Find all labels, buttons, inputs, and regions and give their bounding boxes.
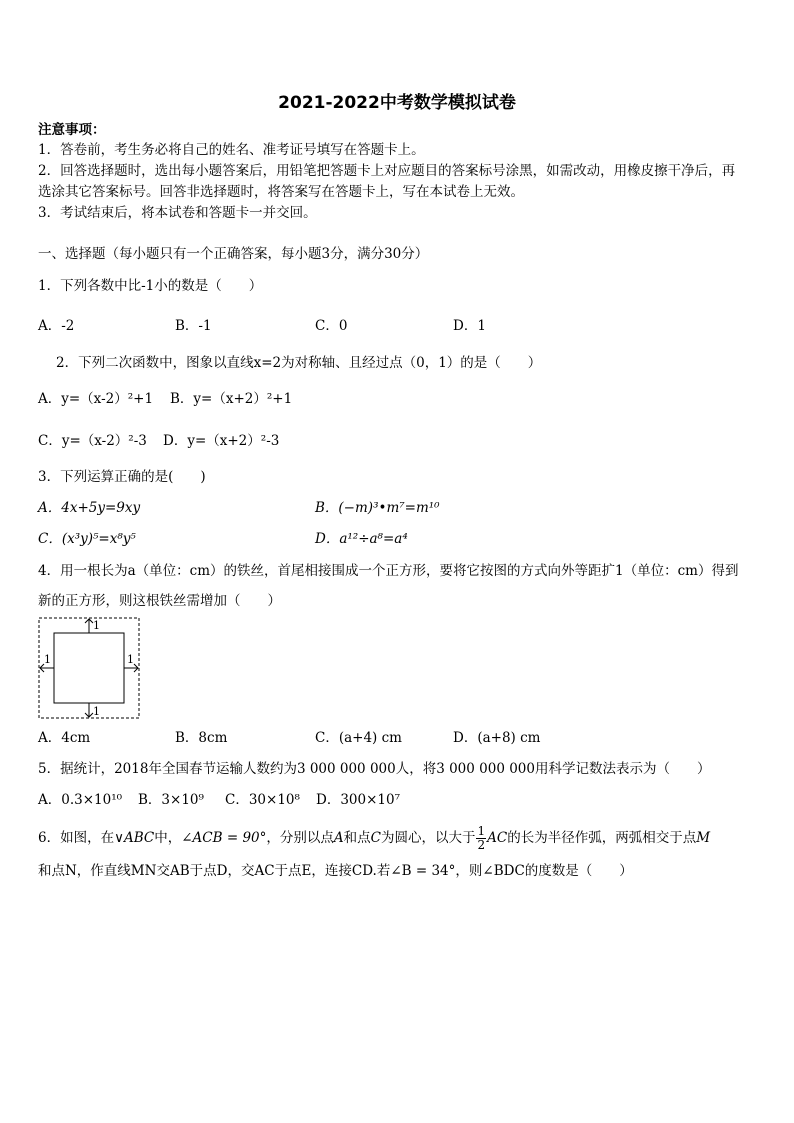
notice-item: 3．考试结束后，将本试卷和答题卡一并交回。 xyxy=(38,205,317,221)
question-4-stem-cont: 新的正方形，则这根铁丝需增加（ ） xyxy=(38,593,281,609)
question-2-option-b: B．y=（x+2）²+1 xyxy=(170,391,293,407)
question-4-option-b: B．8cm xyxy=(175,730,228,746)
question-4-stem: 4．用一根长为a（单位：cm）的铁丝，首尾相接围成一个正方形，要将它按图的方式向外等距扩1（单位：cm）得到 xyxy=(38,563,739,579)
notice-heading: 注意事项： xyxy=(38,122,106,138)
question-5-stem: 5．据统计，2018年全国春节运输人数约为3 000 000 000人，将3 000 000 000用科学记数法表示为（ ） xyxy=(38,761,711,777)
question-5-option-d: D．300×10⁷ xyxy=(316,792,400,808)
question-3-option-a: A．4x+5y=9xy xyxy=(38,500,141,516)
question-2-stem: 2．下列二次函数中，图象以直线x=2为对称轴、且经过点（0，1）的是（ ） xyxy=(56,355,542,371)
question-3-option-d: D．a¹²÷a⁸=a⁴ xyxy=(315,531,408,547)
question-3-option-c: C．(x³y)⁵=x⁸y⁵ xyxy=(38,531,136,547)
question-2-option-c: C．y=（x-2）²-3 xyxy=(38,433,147,449)
question-4-option-d: D．(a+8) cm xyxy=(453,730,541,746)
question-5-option-c: C．30×10⁸ xyxy=(225,792,300,808)
inner-square xyxy=(54,633,124,703)
label-top: 1 xyxy=(93,619,100,632)
question-6-stem: 6．如图，在∨ABC中，∠ACB = 90°，分别以点A和点C为圆心，以大于 $\frac{1}{2}$ AC的长为半径作弧，两弧相交于点M xyxy=(38,824,711,852)
question-1-stem: 1．下列各数中比-1小的数是（ ） xyxy=(38,278,263,294)
question-4-option-a: A．4cm xyxy=(38,730,91,746)
label-left: 1 xyxy=(44,653,51,666)
question-5-option-a: A．0.3×10¹⁰ xyxy=(38,792,123,808)
section-heading: 一、选择题（每小题只有一个正确答案，每小题3分，满分30分） xyxy=(38,246,429,262)
question-1-option-c: C．0 xyxy=(315,318,348,334)
page-title: 2021-2022中考数学模拟试卷 xyxy=(278,93,516,113)
notice-item: 1．答卷前，考生务必将自己的姓名、准考证号填写在答题卡上。 xyxy=(38,142,425,158)
question-1-option-b: B．-1 xyxy=(175,318,212,334)
fraction: $\frac{1}{2}$ xyxy=(477,824,486,852)
question-1-option-d: D．1 xyxy=(453,318,486,334)
question-3-option-b: B．(−m)³•m⁷=m¹⁰ xyxy=(315,500,440,516)
question-3-stem: 3．下列运算正确的是( ) xyxy=(38,469,206,485)
question-4-option-c: C．(a+4) cm xyxy=(315,730,402,746)
question-2-option-a: A．y=（x-2）²+1 xyxy=(38,391,154,407)
question-6-stem-cont: 和点N，作直线MN交AB于点D，交AC于点E，连接CD.若∠B = 34°，则∠BDC的度数是（ ） xyxy=(38,863,633,879)
notice-item: 2．回答选择题时，选出每小题答案后，用铅笔把答题卡上对应题目的答案标号涂黑，如需改动，用橡皮擦干净后，再 xyxy=(38,163,736,179)
angle-expression: ∠ACB = 90° xyxy=(181,830,267,846)
label-bottom: 1 xyxy=(93,705,100,718)
notice-item: 选涂其它答案标号。回答非选择题时，将答案写在答题卡上，写在本试卷上无效。 xyxy=(38,184,524,200)
label-right: 1 xyxy=(127,653,134,666)
question-1-option-a: A．-2 xyxy=(38,318,75,334)
square-expansion-figure xyxy=(38,617,140,719)
triangle-symbol: ∨ABC xyxy=(114,830,155,846)
question-2-option-d: D．y=（x+2）²-3 xyxy=(163,433,280,449)
question-5-option-b: B．3×10⁹ xyxy=(138,792,204,808)
